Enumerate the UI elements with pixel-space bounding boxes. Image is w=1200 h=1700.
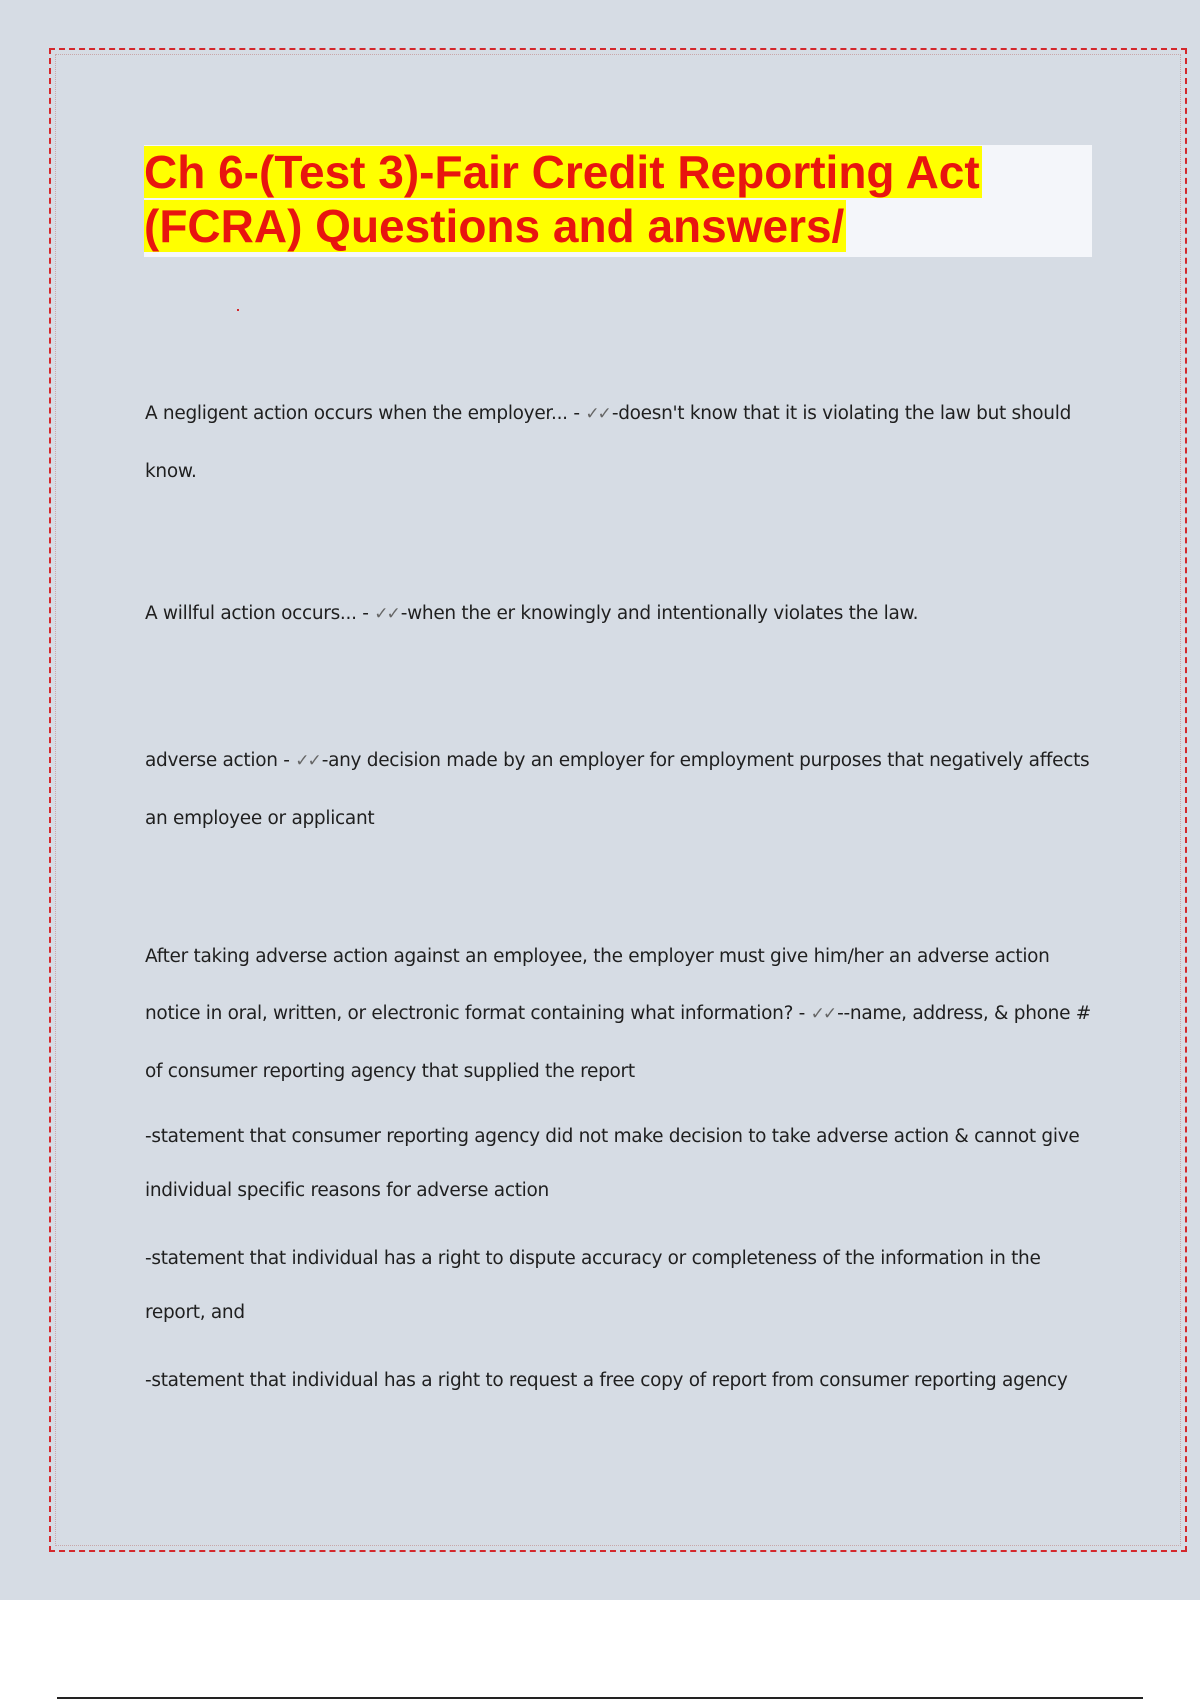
qa-text: A negligent action occurs when the employer... - ✓✓ -doesn't know that it is violating the law but should know. [145, 403, 1072, 482]
question-text: A willful action occurs... [145, 603, 357, 624]
question-text: After taking adverse action against an employee, the employer must give him/her an adverse action notice in oral, written, or electronic format containing what information? [145, 946, 1050, 1024]
double-check-icon: ✓✓ [810, 1004, 836, 1024]
stray-mark [237, 309, 239, 311]
title-line-1: Ch 6-(Test 3)-Fair Credit Reporting Act [144, 146, 980, 198]
double-check-icon: ✓✓ [374, 604, 399, 624]
qa-text: After taking adverse action against an employee, the employer must give him/her an adverse action notice in oral, written, or electronic format containing what information? - ✓✓ --name, address, & phone # of consumer reporting agency that supplied the report [145, 946, 1091, 1082]
answer-extra-2: -statement that individual has a right to dispute accuracy or completeness of the information in the report, and [145, 1248, 1041, 1323]
answer-text: -doesn't know that it is violating the law but should know. [145, 403, 1072, 482]
qa-text: A willful action occurs... - ✓✓ -when the er knowingly and intentionally violates the law. [145, 603, 919, 624]
document-title [144, 145, 1092, 253]
qa-item-1 [145, 385, 1095, 500]
answer-extra-3: -statement that individual has a right to request a free copy of report from consumer reporting agency [145, 1370, 1068, 1391]
footer-rule [57, 1697, 1143, 1699]
title-block [144, 145, 1092, 257]
question-text: A negligent action occurs when the employer... [145, 403, 568, 424]
qa-text: adverse action - ✓✓ -any decision made by an employer for employment purposes that negatively affects an employee or applicant [145, 750, 1090, 829]
title-line-2: (FCRA) Questions and answers/ [144, 200, 845, 252]
question-text: adverse action [145, 750, 278, 771]
qa-item-2 [145, 585, 1095, 643]
answer-extra-1: -statement that consumer reporting agency did not make decision to take adverse action & cannot give individual specific reasons for adverse action [145, 1126, 1080, 1201]
answer-text: --name, address, & phone # of consumer reporting agency that supplied the report [145, 1003, 1091, 1082]
qa-item-3 [145, 732, 1095, 847]
qa-item-4 [145, 928, 1095, 1408]
double-check-icon: ✓✓ [295, 751, 320, 771]
answer-text: -any decision made by an employer for employment purposes that negatively affects an employee or applicant [145, 750, 1090, 829]
answer-text: -when the er knowingly and intentionally violates the law. [400, 603, 919, 624]
double-check-icon: ✓✓ [585, 404, 610, 424]
